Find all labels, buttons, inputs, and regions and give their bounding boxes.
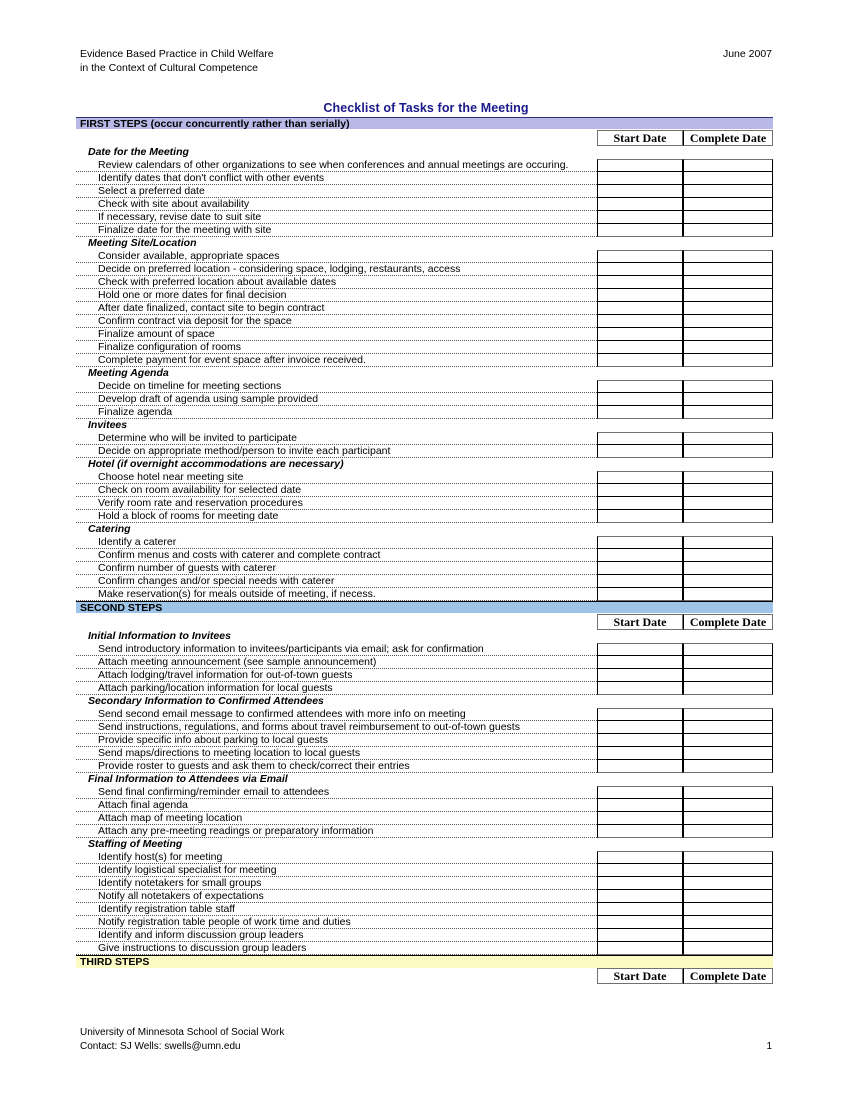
complete-date-cell[interactable] <box>683 799 773 812</box>
task-label: Select a preferred date <box>98 185 205 197</box>
complete-date-cell[interactable] <box>683 708 773 721</box>
task-label: Identify dates that don't conflict with other events <box>98 172 325 184</box>
task-row <box>76 734 773 747</box>
complete-date-cell[interactable] <box>683 825 773 838</box>
task-row <box>76 224 773 237</box>
complete-date-cell[interactable] <box>683 656 773 669</box>
start-date-cell[interactable] <box>597 877 683 890</box>
task-row <box>76 890 773 903</box>
task-label: Send instructions, regulations, and forms about travel reimbursement to out-of-town guests <box>98 721 520 733</box>
task-label: Consider available, appropriate spaces <box>98 250 280 262</box>
task-label: Confirm contract via deposit for the space <box>98 315 292 327</box>
task-row <box>76 929 773 942</box>
task-label: Confirm changes and/or special needs with caterer <box>98 575 335 587</box>
complete-date-cell[interactable] <box>683 185 773 198</box>
complete-date-cell[interactable] <box>683 916 773 929</box>
complete-date-cell[interactable] <box>683 890 773 903</box>
start-date-cell[interactable] <box>597 510 683 523</box>
task-group-label: Hotel (if overnight accommodations are necessary) <box>88 458 344 470</box>
task-row <box>76 172 773 185</box>
section-band-3 <box>76 955 773 968</box>
task-row <box>76 289 773 302</box>
task-group-heading <box>76 838 773 851</box>
start-date-cell[interactable] <box>597 864 683 877</box>
start-date-cell[interactable] <box>597 747 683 760</box>
complete-date-cell[interactable] <box>683 354 773 367</box>
task-row <box>76 497 773 510</box>
task-label: Verify room rate and reservation procedures <box>98 497 303 509</box>
start-date-cell[interactable] <box>597 799 683 812</box>
task-group-label: Catering <box>88 523 131 535</box>
task-group-label: Initial Information to Invitees <box>88 630 231 642</box>
task-group-label: Date for the Meeting <box>88 146 189 158</box>
complete-date-cell[interactable] <box>683 942 773 955</box>
complete-date-cell[interactable] <box>683 903 773 916</box>
task-row <box>76 877 773 890</box>
complete-date-cell[interactable] <box>683 549 773 562</box>
task-label: Finalize agenda <box>98 406 173 418</box>
task-row <box>76 341 773 354</box>
complete-date-cell[interactable] <box>683 682 773 695</box>
start-date-cell[interactable] <box>597 380 683 393</box>
task-rule <box>76 600 597 601</box>
task-row <box>76 185 773 198</box>
task-row <box>76 159 773 172</box>
complete-date-cell[interactable] <box>683 471 773 484</box>
start-date-cell[interactable] <box>597 929 683 942</box>
complete-date-cell[interactable] <box>683 302 773 315</box>
task-label: Confirm number of guests with caterer <box>98 562 276 574</box>
complete-date-cell[interactable] <box>683 734 773 747</box>
task-group-heading <box>76 367 773 380</box>
start-date-cell[interactable] <box>597 224 683 237</box>
start-date-cell[interactable] <box>597 656 683 669</box>
task-row <box>76 721 773 734</box>
task-label: Send maps/directions to meeting location to local guests <box>98 747 361 759</box>
start-date-cell[interactable] <box>597 942 683 955</box>
task-label: Notify registration table people of work time and duties <box>98 916 351 928</box>
start-date-cell[interactable] <box>597 669 683 682</box>
task-row <box>76 276 773 289</box>
complete-date-cell[interactable] <box>683 406 773 419</box>
task-label: Send second email message to confirmed attendees with more info on meeting <box>98 708 466 720</box>
task-label: Provide specific info about parking to local guests <box>98 734 328 746</box>
task-row <box>76 471 773 484</box>
start-date-cell[interactable] <box>597 172 683 185</box>
task-label: Attach lodging/travel information for out-of-town guests <box>98 669 353 681</box>
task-label: Attach meeting announcement (see sample announcement) <box>98 656 377 668</box>
task-label: Check on room availability for selected date <box>98 484 302 496</box>
start-date-cell[interactable] <box>597 851 683 864</box>
task-row <box>76 760 773 773</box>
running-head-date: June 2007 <box>722 48 772 60</box>
start-date-cell[interactable] <box>597 276 683 289</box>
page-footer <box>80 1026 772 1054</box>
start-date-cell[interactable] <box>597 575 683 588</box>
start-date-cell[interactable] <box>597 721 683 734</box>
task-label: Check with site about availability <box>98 198 250 210</box>
complete-date-cell[interactable] <box>683 929 773 942</box>
task-group-label: Invitees <box>88 419 128 431</box>
running-head-left <box>80 48 274 75</box>
task-label: Identify registration table staff <box>98 903 235 915</box>
task-label: Notify all notetakers of expectations <box>98 890 264 902</box>
task-group-heading <box>76 630 773 643</box>
running-head-line1: Evidence Based Practice in Child Welfare <box>80 48 274 60</box>
task-row <box>76 263 773 276</box>
task-row <box>76 656 773 669</box>
task-label: After date finalized, contact site to begin contract <box>98 302 325 314</box>
start-date-cell[interactable] <box>597 302 683 315</box>
task-row <box>76 510 773 523</box>
task-group-label: Secondary Information to Confirmed Attendees <box>88 695 324 707</box>
complete-date-cell[interactable] <box>683 341 773 354</box>
start-date-cell[interactable] <box>597 497 683 510</box>
start-date-cell[interactable] <box>597 760 683 773</box>
start-date-cell[interactable] <box>597 484 683 497</box>
start-date-cell[interactable] <box>597 263 683 276</box>
task-row <box>76 484 773 497</box>
task-row <box>76 575 773 588</box>
complete-date-cell[interactable] <box>683 432 773 445</box>
task-row <box>76 825 773 838</box>
task-label: Attach map of meeting location <box>98 812 243 824</box>
task-label: Decide on timeline for meeting sections <box>98 380 282 392</box>
column-header-row <box>76 614 773 630</box>
complete-date-cell[interactable] <box>683 721 773 734</box>
task-label: Identify notetakers for small groups <box>98 877 262 889</box>
footer-organization: University of Minnesota School of Social Work <box>80 1027 285 1038</box>
task-row <box>76 406 773 419</box>
start-date-cell[interactable] <box>597 471 683 484</box>
complete-date-cell[interactable] <box>683 289 773 302</box>
task-label: Determine who will be invited to participate <box>98 432 298 444</box>
start-date-cell[interactable] <box>597 211 683 224</box>
task-row <box>76 328 773 341</box>
task-row <box>76 302 773 315</box>
start-date-cell[interactable] <box>597 734 683 747</box>
task-label: Develop draft of agenda using sample provided <box>98 393 319 405</box>
task-row <box>76 903 773 916</box>
start-date-cell[interactable] <box>597 536 683 549</box>
complete-date-cell[interactable] <box>683 851 773 864</box>
task-label: If necessary, revise date to suit site <box>98 211 262 223</box>
section-band-1 <box>76 117 773 130</box>
task-row <box>76 393 773 406</box>
checklist-sheet <box>76 117 773 984</box>
section-rows <box>76 146 773 601</box>
task-row <box>76 669 773 682</box>
task-rule <box>76 954 597 955</box>
task-label: Send final confirming/reminder email to attendees <box>98 786 330 798</box>
task-row <box>76 432 773 445</box>
task-label: Identify logistical specialist for meeting <box>98 864 277 876</box>
task-label: Hold a block of rooms for meeting date <box>98 510 279 522</box>
complete-date-cell[interactable] <box>683 864 773 877</box>
task-row <box>76 198 773 211</box>
column-header-start-date: Start Date <box>597 968 683 984</box>
complete-date-cell[interactable] <box>683 669 773 682</box>
task-group-heading <box>76 458 773 471</box>
start-date-cell[interactable] <box>597 289 683 302</box>
start-date-cell[interactable] <box>597 890 683 903</box>
start-date-cell[interactable] <box>597 903 683 916</box>
column-header-complete-date: Complete Date <box>683 614 773 630</box>
complete-date-cell[interactable] <box>683 812 773 825</box>
column-header-complete-date: Complete Date <box>683 130 773 146</box>
task-label: Send introductory information to invitees/participants via email; ask for confirmation <box>98 643 484 655</box>
start-date-cell[interactable] <box>597 812 683 825</box>
task-group-heading <box>76 419 773 432</box>
start-date-cell[interactable] <box>597 682 683 695</box>
task-label: Attach any pre-meeting readings or preparatory information <box>98 825 374 837</box>
task-row <box>76 864 773 877</box>
column-header-complete-date: Complete Date <box>683 968 773 984</box>
section-rows <box>76 630 773 955</box>
complete-date-cell[interactable] <box>683 198 773 211</box>
complete-date-cell[interactable] <box>683 315 773 328</box>
task-row <box>76 786 773 799</box>
complete-date-cell[interactable] <box>683 276 773 289</box>
task-label: Confirm menus and costs with caterer and complete contract <box>98 549 381 561</box>
task-label: Decide on appropriate method/person to invite each participant <box>98 445 391 457</box>
start-date-cell[interactable] <box>597 159 683 172</box>
task-group-label: Final Information to Attendees via Email <box>88 773 288 785</box>
task-group-heading <box>76 146 773 159</box>
complete-date-cell[interactable] <box>683 760 773 773</box>
start-date-cell[interactable] <box>597 432 683 445</box>
column-header-start-date: Start Date <box>597 130 683 146</box>
column-header-row <box>76 968 773 984</box>
task-row <box>76 916 773 929</box>
task-row <box>76 536 773 549</box>
complete-date-cell[interactable] <box>683 159 773 172</box>
complete-date-cell[interactable] <box>683 510 773 523</box>
task-label: Check with preferred location about available dates <box>98 276 337 288</box>
start-date-cell[interactable] <box>597 588 683 601</box>
section-band-label: FIRST STEPS (occur concurrently rather than serially) <box>80 118 350 130</box>
task-row <box>76 562 773 575</box>
task-row <box>76 549 773 562</box>
start-date-cell[interactable] <box>597 250 683 263</box>
start-date-cell[interactable] <box>597 786 683 799</box>
complete-date-cell[interactable] <box>683 484 773 497</box>
task-group-label: Meeting Site/Location <box>88 237 197 249</box>
complete-date-cell[interactable] <box>683 211 773 224</box>
task-group-label: Meeting Agenda <box>88 367 169 379</box>
start-date-cell[interactable] <box>597 406 683 419</box>
task-row <box>76 315 773 328</box>
task-row <box>76 942 773 955</box>
complete-date-cell[interactable] <box>683 250 773 263</box>
task-label: Make reservation(s) for meals outside of meeting, if necess. <box>98 588 376 600</box>
task-label: Attach final agenda <box>98 799 188 811</box>
task-group-heading <box>76 237 773 250</box>
page-title: Checklist of Tasks for the Meeting <box>323 101 529 115</box>
running-head <box>80 48 772 75</box>
task-row <box>76 682 773 695</box>
complete-date-cell[interactable] <box>683 877 773 890</box>
complete-date-cell[interactable] <box>683 497 773 510</box>
section-band-2 <box>76 601 773 614</box>
task-label: Provide roster to guests and ask them to check/correct their entries <box>98 760 410 772</box>
task-row <box>76 354 773 367</box>
section-band-label: THIRD STEPS <box>80 956 150 968</box>
task-row <box>76 380 773 393</box>
task-label: Complete payment for event space after invoice received. <box>98 354 366 366</box>
start-date-cell[interactable] <box>597 708 683 721</box>
task-label: Review calendars of other organizations to see when conferences and annual meetings are occuring. <box>98 159 569 171</box>
complete-date-cell[interactable] <box>683 263 773 276</box>
complete-date-cell[interactable] <box>683 575 773 588</box>
task-group-label: Staffing of Meeting <box>88 838 183 850</box>
start-date-cell[interactable] <box>597 354 683 367</box>
start-date-cell[interactable] <box>597 825 683 838</box>
task-group-heading <box>76 773 773 786</box>
task-row <box>76 812 773 825</box>
complete-date-cell[interactable] <box>683 588 773 601</box>
task-group-heading <box>76 523 773 536</box>
complete-date-cell[interactable] <box>683 224 773 237</box>
task-row <box>76 851 773 864</box>
start-date-cell[interactable] <box>597 198 683 211</box>
task-label: Hold one or more dates for final decision <box>98 289 287 301</box>
task-row <box>76 708 773 721</box>
complete-date-cell[interactable] <box>683 380 773 393</box>
task-row <box>76 445 773 458</box>
task-label: Finalize configuration of rooms <box>98 341 241 353</box>
task-row <box>76 250 773 263</box>
start-date-cell[interactable] <box>597 315 683 328</box>
task-label: Finalize date for the meeting with site <box>98 224 272 236</box>
start-date-cell[interactable] <box>597 562 683 575</box>
footer-contact: Contact: SJ Wells: swells@umn.edu <box>80 1041 241 1052</box>
start-date-cell[interactable] <box>597 185 683 198</box>
start-date-cell[interactable] <box>597 328 683 341</box>
column-header-row <box>76 130 773 146</box>
task-label: Choose hotel near meeting site <box>98 471 244 483</box>
start-date-cell[interactable] <box>597 916 683 929</box>
running-head-line2: in the Context of Cultural Competence <box>80 61 259 74</box>
column-header-start-date: Start Date <box>597 614 683 630</box>
task-label: Identify a caterer <box>98 536 177 548</box>
complete-date-cell[interactable] <box>683 747 773 760</box>
task-row <box>76 211 773 224</box>
task-row <box>76 747 773 760</box>
complete-date-cell[interactable] <box>683 562 773 575</box>
complete-date-cell[interactable] <box>683 445 773 458</box>
start-date-cell[interactable] <box>597 643 683 656</box>
start-date-cell[interactable] <box>597 549 683 562</box>
section-band-label: SECOND STEPS <box>80 602 163 614</box>
task-row <box>76 588 773 601</box>
complete-date-cell[interactable] <box>683 536 773 549</box>
page-number: 1 <box>766 1041 772 1052</box>
task-label: Identify host(s) for meeting <box>98 851 223 863</box>
task-label: Attach parking/location information for local guests <box>98 682 333 694</box>
task-label: Give instructions to discussion group leaders <box>98 942 307 954</box>
task-label: Finalize amount of space <box>98 328 215 340</box>
complete-date-cell[interactable] <box>683 786 773 799</box>
task-group-heading <box>76 695 773 708</box>
task-row <box>76 799 773 812</box>
complete-date-cell[interactable] <box>683 172 773 185</box>
complete-date-cell[interactable] <box>683 328 773 341</box>
start-date-cell[interactable] <box>597 393 683 406</box>
start-date-cell[interactable] <box>597 445 683 458</box>
task-row <box>76 643 773 656</box>
complete-date-cell[interactable] <box>683 393 773 406</box>
task-label: Decide on preferred location - considering space, lodging, restaurants, access <box>98 263 461 275</box>
complete-date-cell[interactable] <box>683 643 773 656</box>
task-label: Identify and inform discussion group leaders <box>98 929 304 941</box>
start-date-cell[interactable] <box>597 341 683 354</box>
